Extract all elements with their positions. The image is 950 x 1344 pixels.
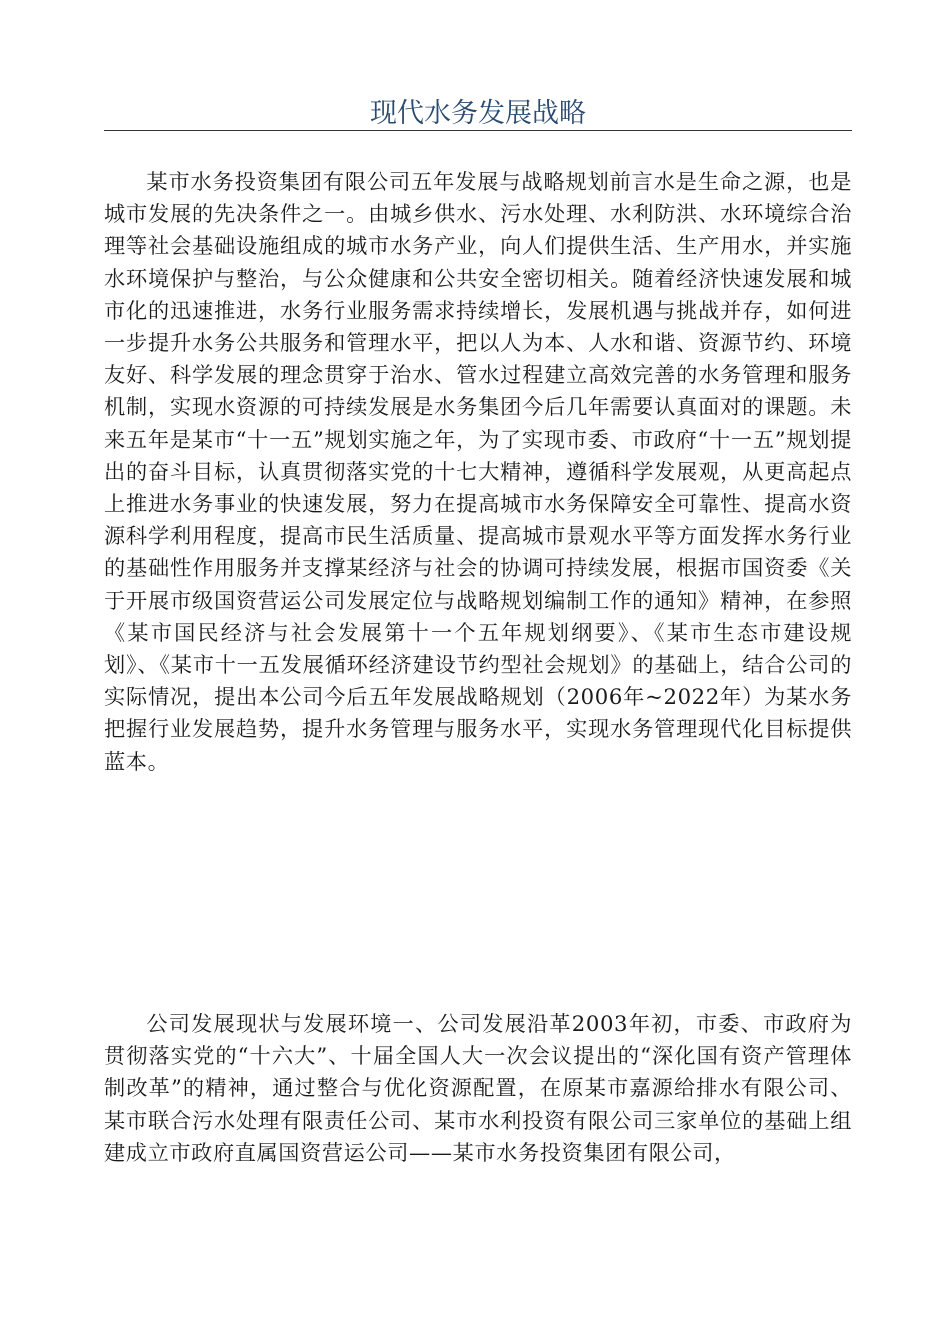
- title-underline: [104, 130, 852, 131]
- paragraph-history: 公司发展现状与发展环境一、公司发展沿革2003年初，市委、市政府为贯彻落实党的“十六大”、十届全国人大一次会议提出的“深化国有资产管理体制改革”的精神，通过整合与优化资源配置，在原某市嘉源给排水有限公司、某市联合污水处理有限责任公司、某市水利投资有限公司三家单位的基础上组建成立市政府直属国资营运公司——某市水务投资集团有限公司，: [104, 1011, 852, 1165]
- paragraph-intro: 某市水务投资集团有限公司五年发展与战略规划前言水是生命之源，也是城市发展的先决条件之一。由城乡供水、污水处理、水利防洪、水环境综合治理等社会基础设施组成的城市水务产业，向人们提供生活、生产用水，并实施水环境保护与整治，与公众健康和公共安全密切相关。随着经济快速发展和城市化的迅速推进，水务行业服务需求持续增长，发展机遇与挑战并存，如何进一步提升水务公共服务和管理水平，把以人为本、人水和谐、资源节约、环境友好、科学发展的理念贯穿于治水、管水过程建立高效完善的水务管理和服务机制，实现水资源的可持续发展是水务集团今后几年需要认真面对的课题。未来五年是某市“十一五”规划实施之年，为了实现市委、市政府“十一五”规划提出的奋斗目标，认真贯彻落实党的十七大精神，遵循科学发展观，从更高起点上推进水务事业的快速发展，努力在提高城市水务保障安全可靠性、提高水资源科学利用程度，提高市民生活质量、提高城市景观水平等方面发挥水务行业的基础性作用服务并支撑某经济与社会的协调可持续发展，根据市国资委《关于开展市级国资营运公司发展定位与战略规划编制工作的通知》精神，在参照《某市国民经济与社会发展第十一个五年规划纲要》、《某市生态市建设规划》、《某市十一五发展循环经济建设节约型社会规划》的基础上，结合公司的实际情况，提出本公司今后五年发展战略规划（2006年~2022年）为某水务把握行业发展趋势，提升水务管理与服务水平，实现水务管理现代化目标提供蓝本。: [104, 169, 852, 774]
- page-title: 现代水务发展战略: [370, 98, 586, 129]
